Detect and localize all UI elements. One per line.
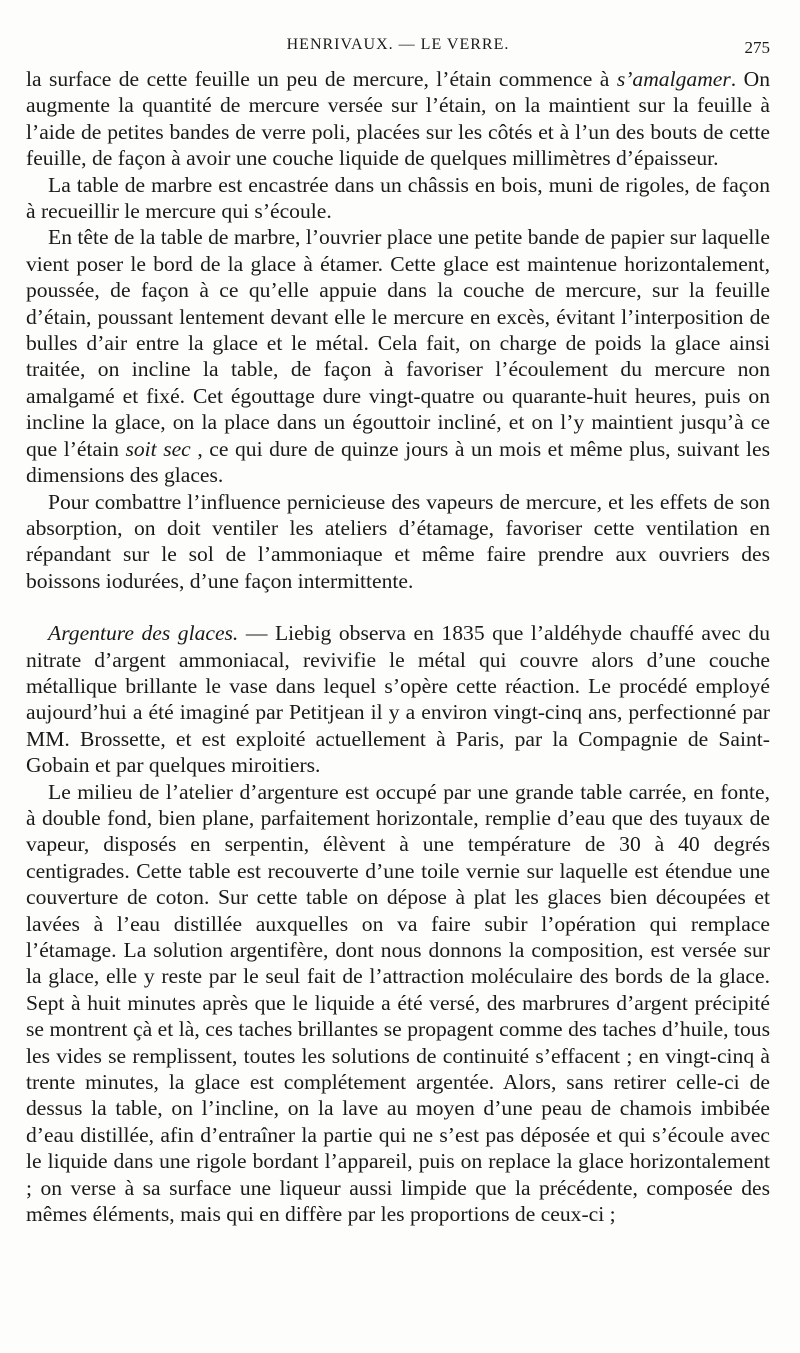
running-title: HENRIVAUX. — LE VERRE. — [286, 36, 510, 53]
italic-text-run: soit sec — [125, 436, 191, 461]
paragraph-4 — [26, 489, 770, 595]
text-run: la surface de cette feuille un peu de mercure, l’étain commence à — [26, 67, 617, 91]
paragraph-1 — [26, 66, 770, 172]
running-head — [26, 36, 770, 60]
paragraph-2 — [26, 172, 770, 225]
paragraph-5 — [26, 620, 770, 778]
text-run: — Liebig observa en 1835 que l’aldéhyde chauffé avec du nitrate d’argent ammoniacal, revivifie le métal qui couvre alors d’une couche métallique brillante le vase dans lequel s’opère cette réaction. Le procédé employé aujourd’hui a été imaginé par Petitjean il y a environ vingt-cinq ans, perfectionné par MM. Brossette, et est exploité actuellement à Paris, par la Compagnie de Saint-Gobain et par quelques miroitiers. — [26, 621, 770, 778]
text-run: En tête de la table de marbre, l’ouvrier place une petite bande de papier sur laquelle vient poser le bord de la glace à étamer. Cette glace est maintenue horizontalement, poussée, de façon à ce qu’elle appuie dans la couche de mercure, sur la feuille d’étain, poussant lentement devant elle le mercure en excès, évitant l’interposition de bulles d’air entre la glace et le métal. Cela fait, on charge de poids la glace ainsi traitée, on incline la table, de façon à favoriser l’écoulement du mercure non amalgamé et fixé. Cet égouttage dure vingt-quatre ou quarante-huit heures, puis on incline la glace, on la place dans un égouttoir incliné, et on l’y maintient jusqu’à ce que l’étain — [26, 225, 770, 461]
page-number: 275 — [744, 38, 770, 57]
italic-text-run: s’amalgamer — [616, 67, 731, 91]
section-title: Argenture des glaces. — [48, 621, 239, 646]
body-text — [26, 66, 770, 1227]
text-run: Pour combattre l’influence pernicieuse des vapeurs de mercure, et les effets de son absorption, on doit ventiler les ateliers d’étamage, favoriser cette ventilation en répandant sur le sol de l’ammoniaque et même faire prendre aux ouvriers des boissons iodurées, d’une façon intermittente. — [26, 489, 770, 593]
text-run: , ce qui dure de quinze jours à un mois et même plus, suivant les dimensions des glaces. — [26, 436, 770, 488]
paragraph-3 — [26, 224, 770, 488]
text-run: La table de marbre est encastrée dans un châssis en bois, muni de rigoles, de façon à recueillir le mercure qui s’écoule. — [26, 172, 770, 224]
text-run: Le milieu de l’atelier d’argenture est occupé par une grande table carrée, en fonte, à double fond, bien plane, parfaitement horizontale, remplie d’eau que des tuyaux de vapeur, disposés en serpentin, élèvent à une température de 30 à 40 degrés centigrades. Cette table est recouverte d’une toile vernie sur laquelle est étendue une couverture de coton. Sur cette table on dépose à plat les glaces bien découpées et lavées à l’eau distillée auxquelles on va faire subir l’opération qui remplace l’étamage. La solution argentifère, dont nous donnons la composition, est versée sur la glace, elle y reste par le seul fait de l’attraction moléculaire des bords de la glace. Sept à huit minutes après que le liquide a été versé, des marbrures d’argent précipité se montrent çà et là, ces taches brillantes se propagent comme des taches d’huile, tous les vides se remplissent, toutes les solutions de continuité s’effacent ; en vingt-cinq à trente minutes, la glace est complétement argentée. Alors, sans retirer celle-ci de dessus la table, on l’incline, on la lave au moyen d’une peau de chamois imbibée d’eau distillée, afin d’entraîner la partie qui ne s’est pas déposée et qui s’écoule avec le liquide dans une rigole bordant l’appareil, puis on replace la glace horizontalement ; on verse à sa surface une liqueur aussi limpide que la précédente, composée des mêmes éléments, mais qui en diffère par les proportions de ceux-ci ; — [26, 779, 770, 1227]
text-run: . On augmente la quantité de mercure versée sur l’étain, on la maintient sur la feuille à l’aide de petites bandes de verre poli, placées sur les côtés et à l’un des bouts de cette feuille, de façon à avoir une couche liquide de quelques millimètres d’épaisseur. — [26, 67, 770, 171]
paragraph-6 — [26, 779, 770, 1228]
